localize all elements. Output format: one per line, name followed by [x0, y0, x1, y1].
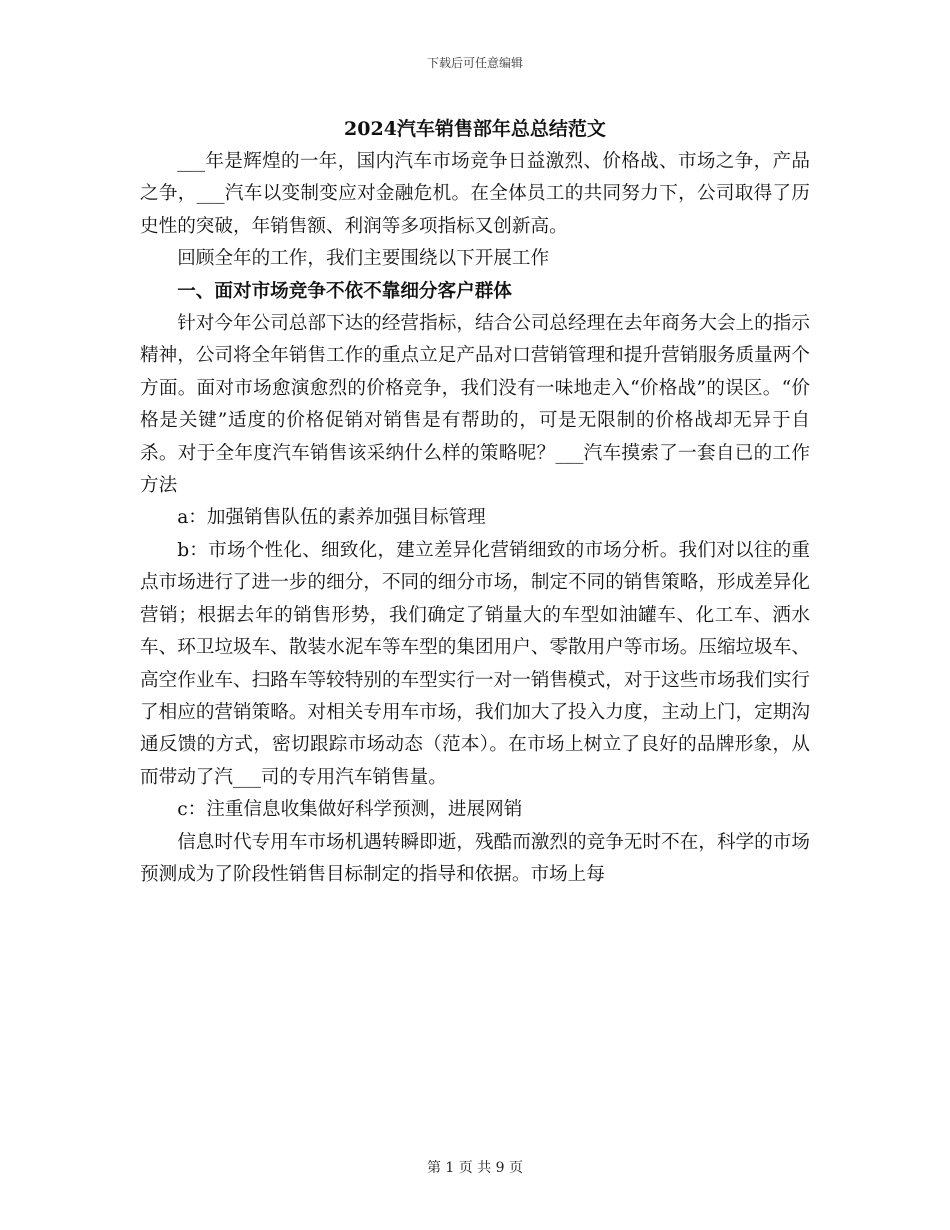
document-title: 2024汽车销售部年总总结范文	[344, 118, 606, 140]
paragraph-strategy: 针对今年公司总部下达的经营指标，结合公司总经理在去年商务大会上的指示精神，公司将全年销售工作的重点立足产品对口营销管理和提升营销服务质量两个方面。面对市场愈演愈烈的价格竞争，我们没有一味地走入“价格战”的误区。“价格是关键”适度的价格促销对销售是有帮助的，可是无限制的价格战却无异于自杀。对于全年度汽车销售该采纳什么样的策略呢？___汽车摸索了一套自已的工作方法	[140, 313, 810, 497]
list-item-b: b：市场个性化、细致化，建立差异化营销细致的市场分析。我们对以往的重点市场进行了进一步的细分，不同的细分市场，制定不同的销售策略，形成差异化营销；根据去年的销售形势，我们确定了销量大的车型如油罐车、化工车、洒水车、环卫垃圾车、散装水泥车等车型的集团用户、零散用户等市场。压缩垃圾车、高空作业车、扫路车等较特别的车型实行一对一销售模式，对于这些市场我们实行了相应的营销策略。对相关专用车市场，我们加大了投入力度，主动上门，定期沟通反馈的方式，密切跟踪市场动态（范本）。在市场上树立了良好的品牌形象，从而带动了汽___司的专用汽车销售量。	[140, 539, 810, 788]
list-item-a: a：加强销售队伍的素养加强目标管理	[177, 507, 486, 529]
page-number: 第 1 页 共 9 页	[426, 1160, 524, 1176]
section-heading-1: 一、面对市场竞争不依不靠细分客户群体	[177, 280, 512, 302]
paragraph-information: 信息时代专用车市场机遇转瞬即逝，残酷而激烈的竞争无时不在，科学的市场预测成为了阶段性销售目标制定的指导和依据。市场上每	[140, 831, 810, 885]
paragraph-review: 回顾全年的工作，我们主要围绕以下开展工作	[177, 248, 550, 270]
document-body	[140, 146, 810, 891]
paragraph-intro: ___年是辉煌的一年，国内汽车市场竞争日益激烈、价格战、市场之争，产品之争，___汽车以变制变应对金融危机。在全体员工的共同努力下，公司取得了历史性的突破，年销售额、利润等多项指标又创新高。	[140, 151, 810, 237]
list-item-c: c：注重信息收集做好科学预测，进展网销	[177, 799, 523, 821]
header-note: 下载后可任意编辑	[426, 56, 523, 70]
